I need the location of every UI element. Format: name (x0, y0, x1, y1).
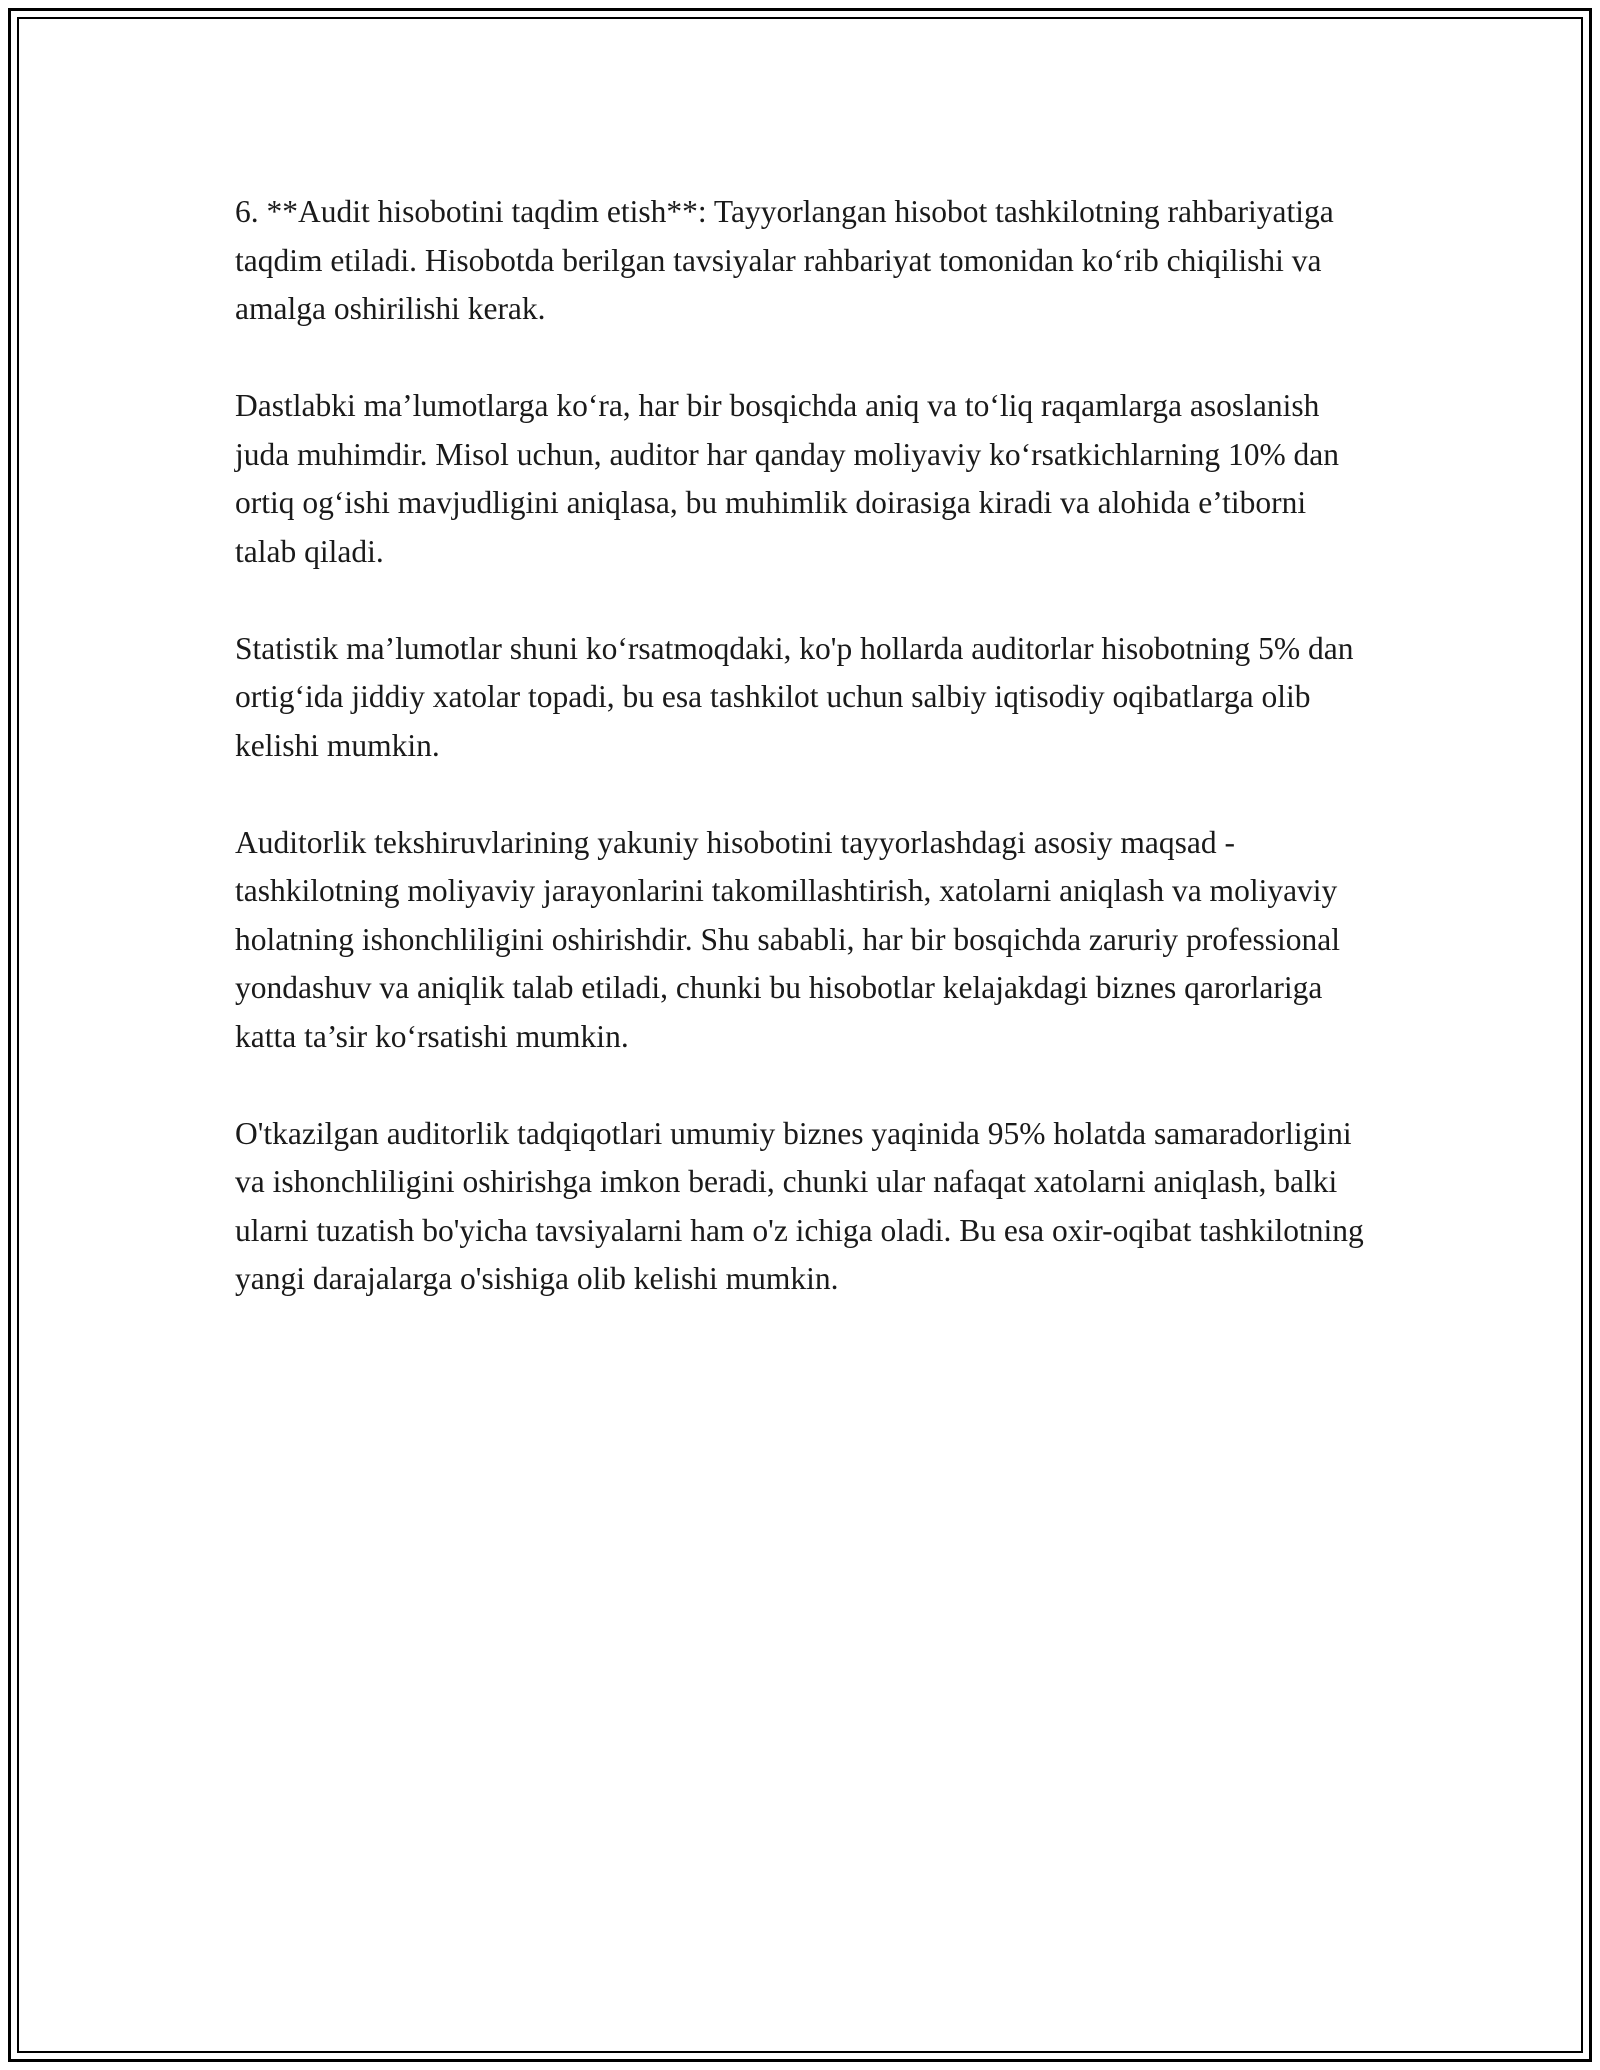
document-body (235, 188, 1375, 1352)
paragraph-conducted-research: O'tkazilgan auditorlik tadqiqotlari umumiy biznes yaqinida 95% holatda samaradorligini va ishonchliligini oshirishga imkon beradi, chunki ular nafaqat xatolarni aniqlash, balki ularni tuzatish bo'yicha tavsiyalarni ham o'z ichiga oladi. Bu esa oxir-oqibat tashkilotning yangi darajalarga o'sishiga olib kelishi mumkin. (235, 1115, 1364, 1296)
paragraph-final-report-goal: Auditorlik tekshiruvlarining yakuniy hisobotini tayyorlashdagi asosiy maqsad - tashkilotning moliyaviy jarayonlarini takomillashtirish, xatolarni aniqlash va moliyaviy holatning ishonchliligini oshirishdir. Shu sababli, har bir bosqichda zaruriy professional yondashuv va aniqlik talab etiladi, chunki bu hisobotlar kelajakdagi biznes qarorlariga katta ta’sir ko‘rsatishi mumkin. (235, 824, 1340, 1054)
paragraph-initial-data: Dastlabki ma’lumotlarga ko‘ra, har bir bosqichda aniq va to‘liq raqamlarga asoslanish juda muhimdir. Misol uchun, auditor har qanday moliyaviy ko‘rsatkichlarning 10% dan ortiq og‘ishi mavjudligini aniqlasa, bu muhimlik doirasiga kiradi va alohida e’tiborni talab qiladi. (235, 388, 1340, 569)
paragraph-statistics: Statistik ma’lumotlar shuni ko‘rsatmoqdaki, ko'p hollarda auditorlar hisobotning 5% dan ortig‘ida jiddiy xatolar topadi, bu esa tashkilot uchun salbiy iqtisodiy oqibatlarga olib kelishi mumkin. (235, 630, 1354, 763)
paragraph-audit-report-submission: 6. **Audit hisobotini taqdim etish**: Tayyorlangan hisobot tashkilotning rahbariyatiga taqdim etiladi. Hisobotda berilgan tavsiyalar rahbariyat tomonidan ko‘rib chiqilishi va amalga oshirilishi kerak. (235, 194, 1334, 326)
